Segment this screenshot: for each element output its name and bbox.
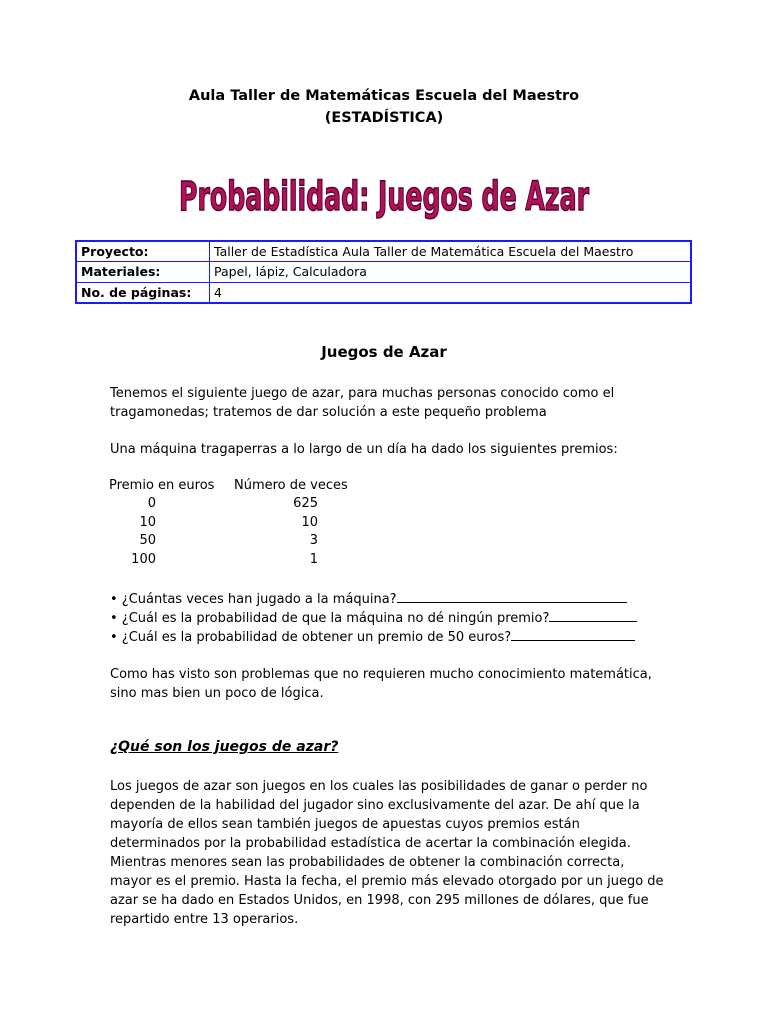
section-title: Juegos de Azar — [321, 343, 447, 361]
body-line: Los juegos de azar son juegos en los cuales las posibilidades de ganar o perder no — [110, 779, 648, 794]
prize-header-euros: Premio en euros — [109, 478, 215, 493]
title-wordart — [169, 160, 599, 224]
header-school-line: Aula Taller de Matemáticas Escuela del Maestro — [188, 88, 580, 104]
question-line — [110, 589, 627, 607]
intro-line: tragamonedas; tratemos de dar solución a este pequeño problema — [110, 405, 547, 420]
page-title: Probabilidad: Juegos de Azar — [179, 174, 590, 220]
prize-count: 1 — [309, 552, 318, 567]
question-text: • ¿Cuál es la probabilidad de obtener un premio de 50 euros? — [110, 630, 512, 645]
prize-count: 3 — [309, 533, 318, 548]
prize-count: 10 — [301, 515, 318, 530]
body-line: azar se ha dado en Estados Unidos, en 1998, con 295 millones de dólares, que fue — [110, 893, 649, 908]
table-label: Materiales: — [76, 262, 210, 282]
question-text: • ¿Cuál es la probabilidad de que la máquina no dé ningún premio? — [110, 611, 550, 626]
table-label: Proyecto: — [76, 241, 210, 262]
body-line: determinados por la probabilidad estadística de acertar la combinación elegida. — [110, 836, 631, 851]
machine-text: Una máquina tragaperras a lo largo de un día ha dado los siguientes premios: — [110, 442, 618, 457]
header-subject-line: (ESTADÍSTICA) — [324, 110, 444, 126]
prize-value: 10 — [139, 515, 156, 530]
question-line — [110, 608, 637, 626]
subheading: ¿Qué son los juegos de azar? — [110, 739, 339, 755]
body-line: mayor es el premio. Hasta la fecha, el premio más elevado otorgado por un juego de — [110, 874, 664, 889]
body-line: Mientras menores sean las probabilidades de obtener la combinación correcta, — [110, 855, 625, 870]
question-line — [110, 627, 635, 645]
question-text: • ¿Cuántas veces han jugado a la máquina? — [110, 592, 397, 607]
conclusion-line: sino mas bien un poco de lógica. — [110, 686, 324, 701]
conclusion-line: Como has visto son problemas que no requieren mucho conocimiento matemática, — [110, 667, 652, 682]
prize-count: 625 — [293, 496, 318, 511]
table-label: No. de páginas: — [76, 282, 210, 303]
table-value: 4 — [210, 282, 692, 303]
title-banner — [0, 160, 768, 224]
table-value: Taller de Estadística Aula Taller de Matemática Escuela del Maestro — [210, 241, 692, 262]
answer-blank[interactable] — [549, 608, 637, 622]
prize-header-veces: Número de veces — [234, 478, 348, 493]
table-row — [76, 262, 691, 282]
table-value: Papel, lápiz, Calculadora — [210, 262, 692, 282]
table-row — [76, 282, 691, 303]
prize-value: 100 — [131, 552, 156, 567]
table-row — [76, 241, 691, 262]
prize-value: 0 — [147, 496, 156, 511]
body-line: repartido entre 13 operarios. — [110, 912, 299, 927]
answer-blank[interactable] — [511, 627, 635, 641]
prize-value: 50 — [139, 533, 156, 548]
body-line: dependen de la habilidad del jugador sino exclusivamente del azar. De ahí que la — [110, 798, 640, 813]
answer-blank[interactable] — [397, 589, 627, 603]
project-info-table — [75, 240, 692, 304]
intro-line: Tenemos el siguiente juego de azar, para muchas personas conocido como el — [110, 386, 615, 401]
body-line: mayoría de ellos sean también juegos de apuestas cuyos premios están — [110, 817, 580, 832]
